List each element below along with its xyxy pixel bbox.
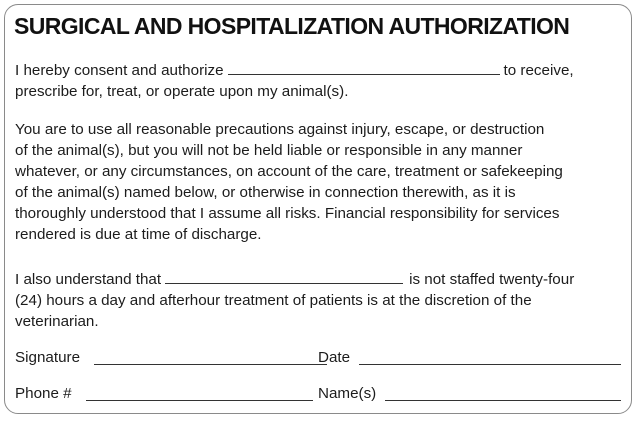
signature-label: Signature (15, 349, 81, 366)
precautions-line: whatever, or any circumstances, on account of the care, treatment or safekeeping (15, 163, 563, 180)
precautions-paragraph (15, 119, 563, 245)
names-field[interactable] (385, 385, 621, 401)
precautions-line: You are to use all reasonable precautions against injury, escape, or destruction (15, 121, 545, 138)
form-title: SURGICAL AND HOSPITALIZATION AUTHORIZATION (14, 13, 570, 39)
consent-text-line2: prescribe for, treat, or operate upon my animal(s). (15, 83, 349, 100)
precautions-line: rendered is due at time of discharge. (15, 226, 262, 243)
phone-names-row (15, 385, 625, 405)
understanding-text-line2: (24) hours a day and afterhour treatment of patients is at the discretion of the (15, 292, 532, 309)
names-label: Name(s) (318, 385, 377, 402)
understanding-text-line3: veterinarian. (15, 313, 99, 330)
signature-field[interactable] (94, 349, 327, 365)
authorized-party-blank[interactable] (228, 60, 500, 75)
date-field[interactable] (359, 349, 621, 365)
understanding-text-end: is not staffed twenty-four (409, 271, 575, 288)
understanding-text-start: I also understand that (15, 271, 162, 288)
date-label: Date (318, 349, 351, 366)
precautions-line: thoroughly understood that I assume all risks. Financial responsibility for services (15, 205, 560, 222)
signature-date-row (15, 349, 625, 369)
precautions-line: of the animal(s) named below, or otherwise in connection therewith, as it is (15, 184, 516, 201)
phone-field[interactable] (86, 385, 313, 401)
clinic-name-blank[interactable] (165, 269, 403, 284)
understanding-paragraph (15, 269, 574, 332)
phone-label: Phone # (15, 385, 72, 402)
consent-paragraph (15, 60, 574, 102)
precautions-line: of the animal(s), but you will not be held liable or responsible in any manner (15, 142, 523, 159)
consent-text-end: to receive, (503, 62, 574, 79)
consent-text-start: I hereby consent and authorize (15, 62, 224, 79)
